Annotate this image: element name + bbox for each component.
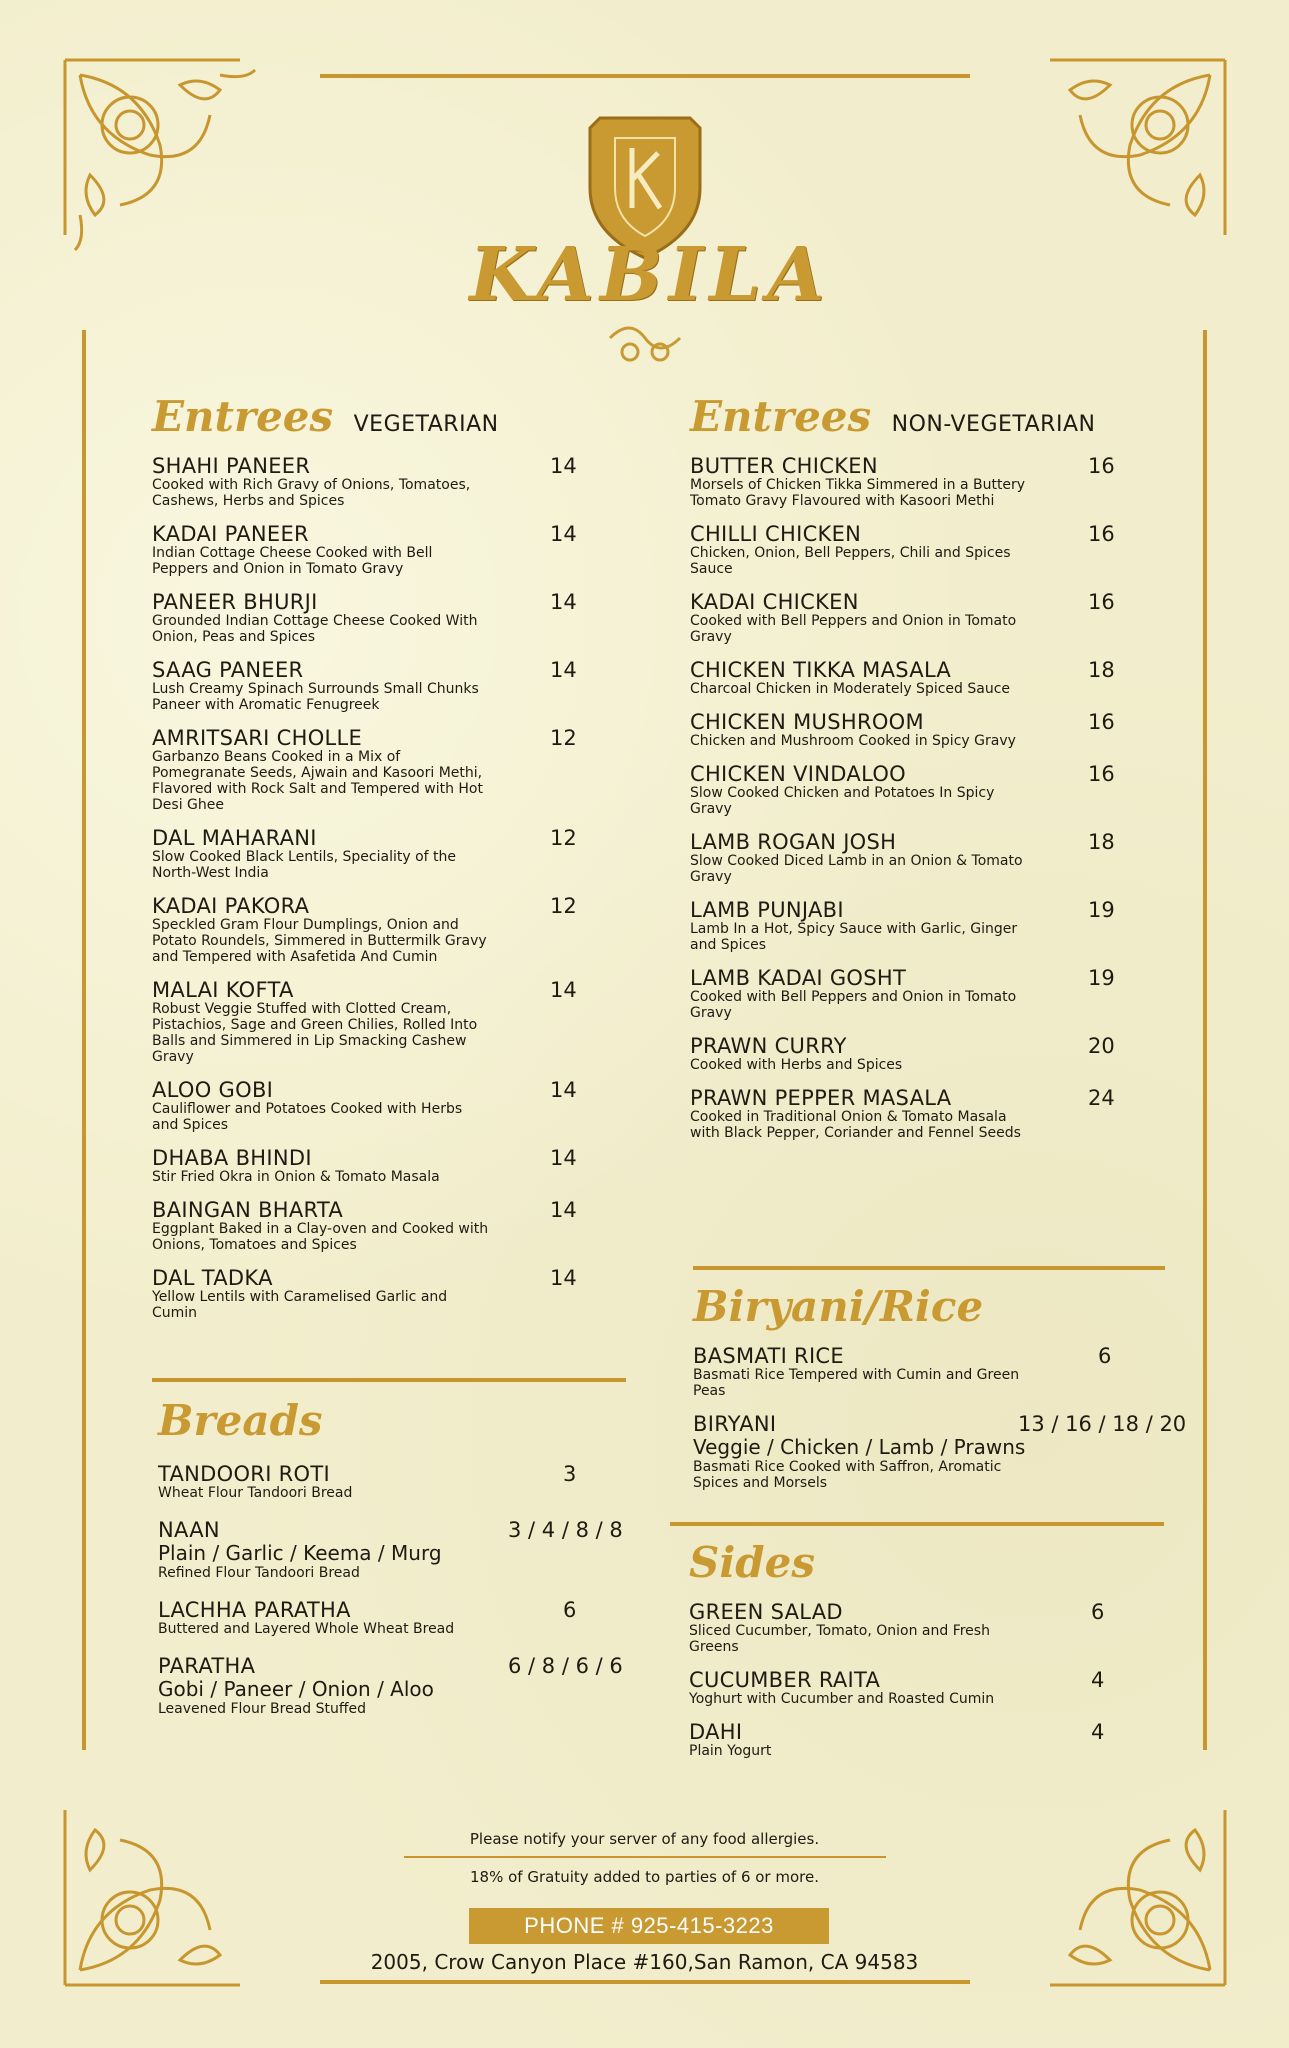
menu-item-description: Cooked with Rich Gravy of Onions, Tomatoes, Cashews, Herbs and Spices [152,477,471,509]
menu-item-price: 6 [1098,1344,1112,1368]
menu-item-name: DAHI [689,1720,743,1744]
menu-item-description: Eggplant Baked in a Clay-oven and Cooked with Onions, Tomatoes and Spices [152,1221,489,1253]
menu-item-price: 14 [550,454,577,478]
menu-item-name: PANEER BHURJI [152,590,318,614]
menu-item [152,1199,632,1253]
menu-item-price: 14 [550,590,577,614]
menu-item-name: LAMB ROGAN JOSH [690,830,897,854]
menu-item-price: 14 [550,658,577,682]
nonveg-entrees-section [690,392,1150,1141]
footer-bottom-line [320,1980,970,1984]
menu-item-description: Slow Cooked Diced Lamb in an Onion & Tomato Gravy [690,853,1023,885]
menu-item-name: LAMB PUNJABI [690,898,844,922]
menu-item-description: Cooked with Bell Peppers and Onion in Tomato Gravy [690,613,1017,645]
menu-item-price: 6 [1091,1600,1105,1624]
menu-item-name: GREEN SALAD [689,1600,843,1624]
menu-item [689,1721,1159,1759]
menu-item [689,1601,1159,1655]
breads-section [158,1396,638,1717]
menu-item [152,455,632,509]
veg-section-subtitle: VEGETARIAN [353,412,499,437]
menu-item [152,727,632,813]
menu-item [152,523,632,577]
menu-item-description: Yellow Lentils with Caramelised Garlic and Cumin [152,1289,448,1321]
brand-name: KABILA [469,232,831,318]
ornament-top-left-icon [60,55,290,285]
menu-item [152,659,632,713]
menu-item-name: NAAN [158,1518,220,1542]
phone-number-badge[interactable]: PHONE # 925-415-3223 [469,1908,829,1944]
menu-item-name: CUCUMBER RAITA [689,1668,881,1692]
restaurant-address: 2005, Crow Canyon Place #160,San Ramon, CA 94583 [370,1950,919,1974]
nonveg-section-subtitle: NON-VEGETARIAN [891,412,1096,437]
menu-item-name: ALOO GOBI [152,1078,274,1102]
menu-item-price: 20 [1088,1034,1115,1058]
menu-item-name: PARATHA [158,1654,256,1678]
menu-item-description: Robust Veggie Stuffed with Clotted Cream, Pistachios, Sage and Green Chilies, Rolled Into Balls and Simmered in Lip Smacking Cashew Gravy [152,1001,478,1065]
menu-item-name: MALAI KOFTA [152,978,294,1002]
menu-item-name: BASMATI RICE [693,1344,844,1368]
menu-item-price: 4 [1091,1668,1105,1692]
menu-item-description: Cauliflower and Potatoes Cooked with Herbs and Spices [152,1101,463,1133]
menu-item [152,1267,632,1321]
menu-item-name: DAL TADKA [152,1266,273,1290]
menu-item-description: Charcoal Chicken in Moderately Spiced Sauce [690,681,1011,697]
menu-item [152,979,632,1065]
footer-divider [404,1856,886,1858]
menu-item-name: SHAHI PANEER [152,454,311,478]
menu-item-description: Indian Cottage Cheese Cooked with Bell Peppers and Onion in Tomato Gravy [152,545,433,577]
sides-section [689,1538,1159,1759]
rice-section [693,1282,1193,1491]
menu-item-price: 14 [550,978,577,1002]
menu-item-price: 12 [550,894,577,918]
menu-item [690,455,1150,509]
menu-item-price: 14 [550,1078,577,1102]
menu-item-description: Sliced Cucumber, Tomato, Onion and Fresh Greens [689,1623,990,1655]
menu-item-name: CHICKEN TIKKA MASALA [690,658,952,682]
menu-item-description: Cooked with Bell Peppers and Onion in Tomato Gravy [690,989,1017,1021]
menu-item-name: AMRITSARI CHOLLE [152,726,363,750]
gratuity-note: 18% of Gratuity added to parties of 6 or more. [470,1868,819,1886]
menu-item [690,967,1150,1021]
menu-item-price: 18 [1088,658,1115,682]
menu-item [693,1345,1193,1399]
menu-item-description: Chicken, Onion, Bell Peppers, Chili and Spices Sauce [690,545,1011,577]
menu-item [693,1413,1193,1491]
menu-item [690,711,1150,749]
menu-item-description: Chicken and Mushroom Cooked in Spicy Gravy [690,733,1016,749]
top-border-line [320,74,970,78]
menu-item-variants: Gobi / Paneer / Onion / Aloo [158,1677,434,1701]
menu-item [152,895,632,965]
ornament-top-right-icon [1000,55,1230,285]
menu-item-name: BIRYANI [693,1412,777,1436]
menu-item-price: 4 [1091,1720,1105,1744]
menu-item-name: BUTTER CHICKEN [690,454,878,478]
menu-item [689,1669,1159,1707]
menu-item-price: 14 [550,1266,577,1290]
menu-item-variants: Plain / Garlic / Keema / Murg [158,1541,442,1565]
allergy-note: Please notify your server of any food allergies. [469,1830,820,1848]
menu-item-description: Plain Yogurt [689,1743,772,1759]
menu-item [690,1035,1150,1073]
menu-item-price: 6 [563,1598,577,1622]
menu-item-description: Buttered and Layered Whole Wheat Bread [158,1621,455,1637]
menu-item-variants: Veggie / Chicken / Lamb / Prawns [693,1435,1026,1459]
nonveg-rice-divider [693,1266,1165,1270]
menu-item [152,827,632,881]
nonveg-section-title: Entrees [690,392,872,441]
menu-item-name: BAINGAN BHARTA [152,1198,344,1222]
menu-item-price: 24 [1088,1086,1115,1110]
menu-item-name: PRAWN CURRY [690,1034,847,1058]
menu-item-price: 3 [563,1462,577,1486]
menu-item-description: Lamb In a Hot, Spicy Sauce with Garlic, Ginger and Spices [690,921,1018,953]
menu-item-price: 19 [1088,898,1115,922]
menu-item-description: Stir Fried Okra in Onion & Tomato Masala [152,1169,440,1185]
veg-entrees-section [152,392,632,1321]
menu-item-name: CHICKEN VINDALOO [690,762,906,786]
menu-item-name: DAL MAHARANI [152,826,317,850]
menu-item-description: Cooked with Herbs and Spices [690,1057,903,1073]
menu-item [690,831,1150,885]
veg-breads-divider [152,1378,626,1382]
menu-item [152,1079,632,1133]
menu-item-description: Basmati Rice Cooked with Saffron, Aromatic Spices and Morsels [693,1459,1002,1491]
menu-item [690,899,1150,953]
menu-item-name: LACHHA PARATHA [158,1598,351,1622]
menu-item-description: Speckled Gram Flour Dumplings, Onion and Potato Roundels, Simmered in Buttermilk Gravy and Tempered with Asafetida And Cumin [152,917,487,965]
menu-item-description: Grounded Indian Cottage Cheese Cooked With Onion, Peas and Spices [152,613,478,645]
menu-item-price: 14 [550,522,577,546]
menu-item-name: DHABA BHINDI [152,1146,312,1170]
menu-item-description: Morsels of Chicken Tikka Simmered in a Buttery Tomato Gravy Flavoured with Kasoori Methi [690,477,1026,509]
menu-item-price: 16 [1088,710,1115,734]
menu-item-price: 19 [1088,966,1115,990]
menu-item-description: Cooked in Traditional Onion & Tomato Masala with Black Pepper, Coriander and Fennel Seeds [690,1109,1021,1141]
menu-item [158,1463,638,1501]
menu-item-description: Yoghurt with Cucumber and Roasted Cumin [689,1691,995,1707]
menu-item-description: Wheat Flour Tandoori Bread [158,1485,353,1501]
breads-section-title: Breads [158,1396,323,1445]
menu-item-name: TANDOORI ROTI [158,1462,331,1486]
menu-item-price: 18 [1088,830,1115,854]
menu-item-description: Lush Creamy Spinach Surrounds Small Chunks Paneer with Aromatic Fenugreek [152,681,479,713]
menu-item-name: SAAG PANEER [152,658,304,682]
menu-item-description: Refined Flour Tandoori Bread [158,1565,360,1581]
menu-item-description: Slow Cooked Chicken and Potatoes In Spicy Gravy [690,785,995,817]
menu-item-description: Garbanzo Beans Cooked in a Mix of Pomegranate Seeds, Ajwain and Kasoori Methi, Flavored with Rock Salt and Tempered with Hot Desi Ghee [152,749,483,813]
menu-item-price: 13 / 16 / 18 / 20 [1018,1412,1187,1436]
menu-item [690,1087,1150,1141]
menu-item-price: 3 / 4 / 8 / 8 [508,1518,623,1542]
menu-item [158,1519,638,1581]
menu-item-name: PRAWN PEPPER MASALA [690,1086,952,1110]
rice-section-title: Biryani/Rice [693,1282,984,1331]
sides-section-title: Sides [689,1538,816,1587]
menu-item-price: 16 [1088,454,1115,478]
menu-item-description: Slow Cooked Black Lentils, Speciality of the North-West India [152,849,457,881]
menu-item-price: 12 [550,826,577,850]
menu-item-price: 14 [550,1198,577,1222]
menu-item-name: KADAI PAKORA [152,894,310,918]
menu-item-name: CHICKEN MUSHROOM [690,710,924,734]
menu-item [690,763,1150,817]
menu-item-price: 16 [1088,762,1115,786]
menu-item-price: 16 [1088,522,1115,546]
menu-item-description: Leavened Flour Bread Stuffed [158,1701,367,1717]
menu-item [158,1599,638,1637]
menu-item [152,1147,632,1185]
menu-item-price: 14 [550,1146,577,1170]
menu-item [152,591,632,645]
menu-item-price: 16 [1088,590,1115,614]
rice-sides-divider [670,1522,1164,1526]
veg-section-title: Entrees [152,392,334,441]
menu-item [158,1655,638,1717]
menu-item-name: LAMB KADAI GOSHT [690,966,907,990]
left-border-line [82,330,86,1750]
menu-item-name: KADAI PANEER [152,522,309,546]
menu-item-name: KADAI CHICKEN [690,590,859,614]
menu-item-name: CHILLI CHICKEN [690,522,862,546]
menu-item [690,659,1150,697]
menu-item-price: 12 [550,726,577,750]
menu-item [690,523,1150,577]
menu-item-description: Basmati Rice Tempered with Cumin and Green Peas [693,1367,1020,1399]
menu-item [690,591,1150,645]
right-border-line [1203,330,1207,1750]
menu-item-price: 6 / 8 / 6 / 6 [508,1654,623,1678]
